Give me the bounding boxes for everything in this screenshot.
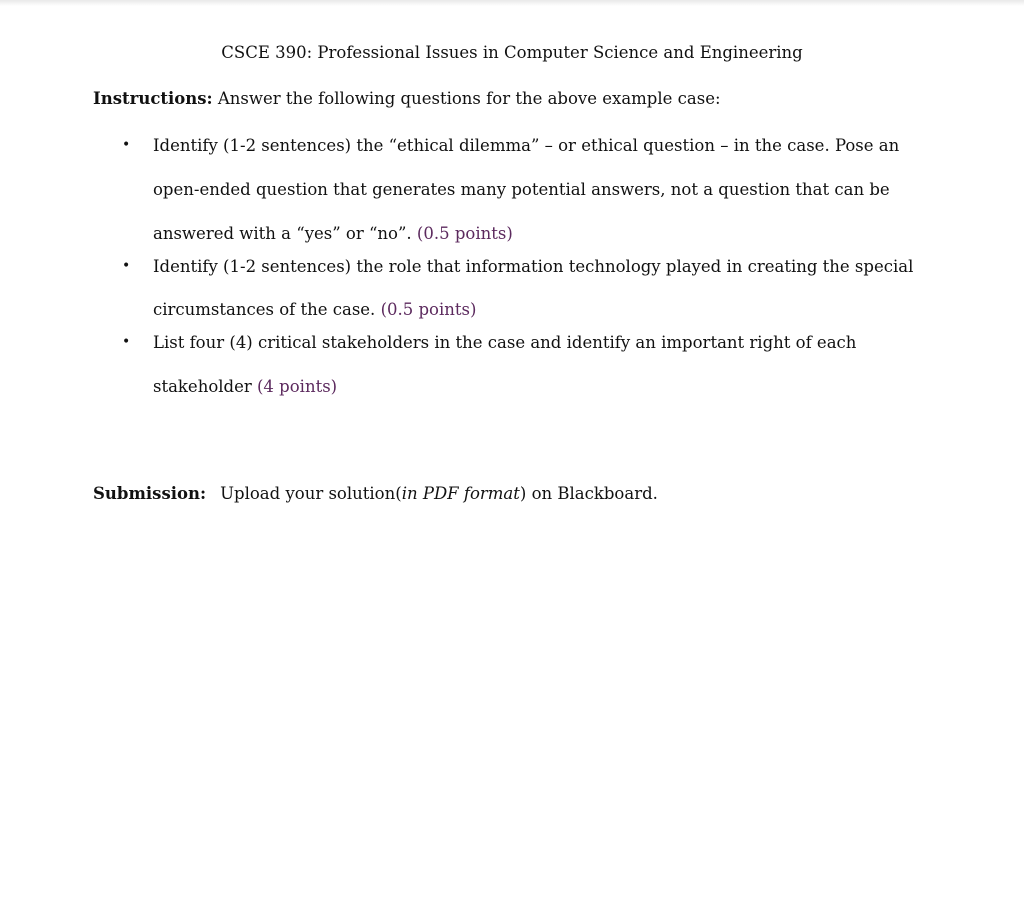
top-edge-shadow <box>0 0 1024 6</box>
instructions-text: Answer the following questions for the above example case: <box>212 89 721 108</box>
bullet-icon: • <box>122 257 131 274</box>
question-text-1: Identify (1-2 sentences) the “ethical dilemma” – or ethical question – in the case. Pose an open-ended question that generates many potential answers, not a question that can be answered with a “yes” or “no”. <box>153 136 900 243</box>
instructions-label: Instructions: <box>93 89 213 108</box>
question-item-3 <box>93 321 943 408</box>
question-text-3: List four (4) critical stakeholders in the case and identify an important right of each stakeholder <box>153 333 857 396</box>
submission-text-after: ) on Blackboard. <box>519 484 658 503</box>
bullet-icon: • <box>122 334 131 351</box>
question-list <box>93 135 943 408</box>
question-points-2: (0.5 points) <box>380 300 477 320</box>
bullet-icon: • <box>122 137 131 154</box>
question-points-1: (0.5 points) <box>416 223 513 243</box>
submission-label: Submission: <box>93 484 207 503</box>
submission-line <box>93 483 658 505</box>
question-text-2: Identify (1-2 sentences) the role that information technology played in creating the special circumstances of the case. <box>153 256 914 320</box>
question-item-1 <box>93 124 943 255</box>
question-points-3: (4 points) <box>257 376 338 396</box>
instructions-line <box>93 88 721 110</box>
document-title: CSCE 390: Professional Issues in Computer Science and Engineering <box>221 43 803 62</box>
submission-format: in PDF format <box>401 484 520 503</box>
question-item-2 <box>93 245 943 332</box>
submission-text-before: Upload your solution( <box>220 484 402 503</box>
